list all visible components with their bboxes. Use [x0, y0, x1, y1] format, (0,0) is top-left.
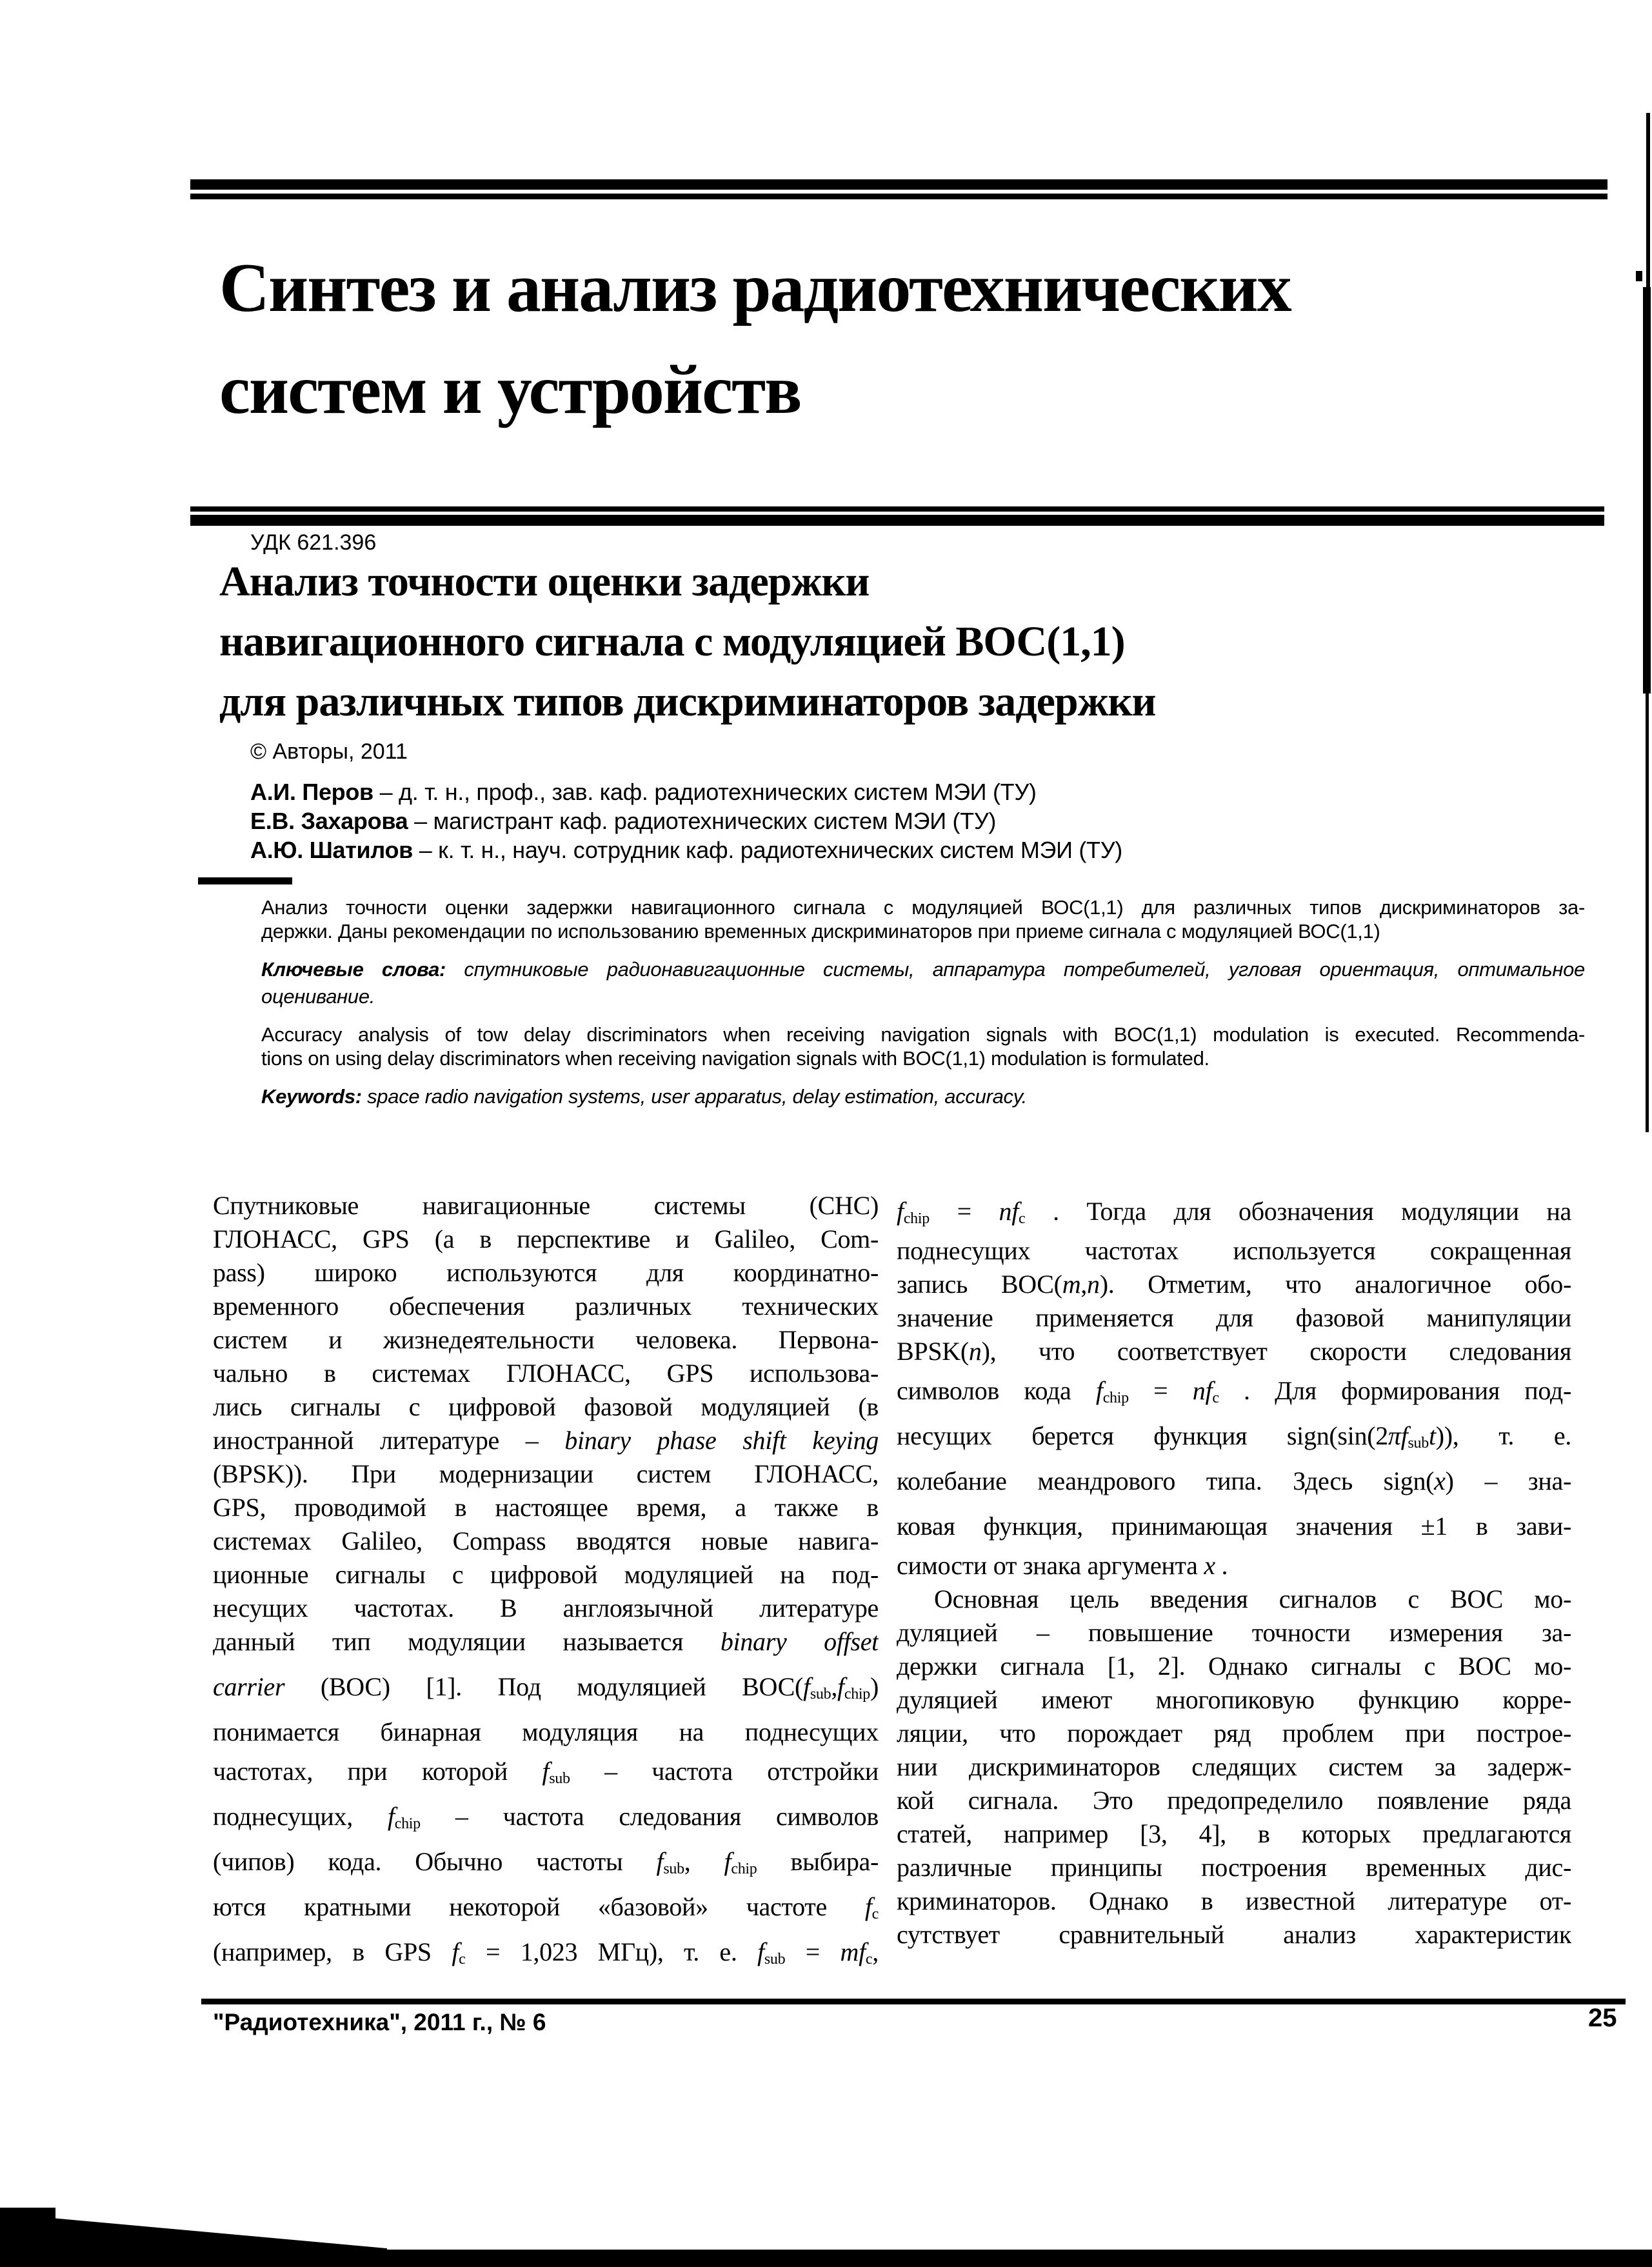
body-column-right [897, 1189, 1571, 1952]
top-double-rule-lower [190, 194, 1607, 199]
keywords-en-text: space radio navigation systems, user apparatus, delay estimation, accuracy. [361, 1085, 1027, 1108]
scan-artifact-right-edge [1643, 287, 1651, 694]
body-text-line: символов кода fchip = nfc . Для формирования под- [897, 1376, 1571, 1407]
body-text-line: колебание меандрового типа. Здесь sign(x) – зна- [897, 1466, 1571, 1495]
keywords-ru-label: Ключевые слова: [261, 958, 446, 981]
body-text-line: иностранной литературе – binary phase shift keying [213, 1426, 879, 1455]
author-affiliation: – д. т. н., проф., зав. каф. радиотехнических систем МЭИ (ТУ) [373, 779, 1037, 805]
section-title [219, 237, 1291, 441]
author-affiliation: – магистрант каф. радиотехнических систем МЭИ (ТУ) [408, 808, 997, 834]
author-row [250, 806, 1579, 835]
section-title-line: Синтез и анализ радиотехнических [219, 250, 1291, 326]
body-text-line: поднесущих частотах используется сокращенная [897, 1236, 1571, 1265]
body-text-line: криминаторов. Однако в известной литературе от- [897, 1886, 1571, 1915]
body-text-line: систем и жизнедеятельности человека. Первона- [213, 1325, 879, 1354]
scan-artifact-right-edge [1646, 113, 1650, 288]
author-affiliation: – к. т. н., науч. сотрудник каф. радиотехнических систем МЭИ (ТУ) [413, 837, 1122, 863]
keywords-en-label: Keywords: [261, 1085, 362, 1108]
body-text-line: (например, в GPS fc = 1,023 МГц), т. е. fsub = mfc, [213, 1937, 879, 1968]
header-rule-thick [190, 515, 1604, 526]
section-title-line: систем и устройств [219, 352, 801, 428]
footer-page-number: 25 [1588, 2004, 1617, 2032]
body-text-line: (BPSK)). При модернизации систем ГЛОНАСС, [213, 1459, 879, 1488]
body-text-line: симости от знака аргумента x . [897, 1551, 1228, 1580]
article-title-line: Анализ точности оценки задержки [219, 558, 870, 605]
body-text-line: ГЛОНАСС, GPS (а в перспективе и Galileo, Com- [213, 1224, 879, 1253]
top-double-rule-upper [190, 179, 1607, 190]
abstract-russian [261, 895, 1585, 943]
body-text-line: ковая функция, принимающая значения ±1 в зави- [897, 1512, 1571, 1541]
body-text-line: ционные сигналы с цифровой модуляцией на под- [213, 1560, 879, 1589]
author-name: А.Ю. Шатилов [250, 837, 413, 863]
body-text-line: GPS, проводимой в настоящее время, а также в [213, 1493, 879, 1522]
scan-artifact-bottom-band [0, 2250, 1652, 2267]
abstract-english [261, 1023, 1585, 1070]
body-text-line: fchip = nfc . Тогда для обозначения модуляции на [897, 1197, 1571, 1228]
body-text-line: сутствует сравнительный анализ характеристик [897, 1920, 1571, 1949]
body-text-line: поднесущих, fchip – частота следования символов [213, 1802, 879, 1833]
author-name: Е.В. Захарова [250, 808, 408, 834]
scan-artifact-mark [1636, 271, 1642, 281]
body-text-line: различные принципы построения временных дис- [897, 1853, 1571, 1882]
abstract-ru-line: Анализ точности оценки задержки навигационного сигнала с модуляцией ВОС(1,1) для различных типов дискриминаторов за- [261, 896, 1585, 919]
body-text-line: Спутниковые навигационные системы (СНС) [213, 1191, 879, 1220]
body-text-line: ляции, что порождает ряд проблем при построе- [897, 1719, 1571, 1748]
scan-artifact-dot [137, 2241, 146, 2250]
keywords-ru-line [261, 956, 1585, 983]
article-title-line: для различных типов дискриминаторов задержки [219, 678, 1156, 725]
udc-label: УДК 621.396 [250, 530, 377, 555]
abstract-ru-line: держки. Даны рекомендации по использованию временных дискриминаторов при приеме сигнала с модуляцией ВОС(1,1) [261, 920, 1380, 943]
body-text-line: значение применяется для фазовой манипуляции [897, 1303, 1571, 1332]
body-text-line: данный тип модуляции называется binary offset [213, 1627, 879, 1656]
body-text-line: частотах, при которой fsub – частота отстройки [213, 1757, 879, 1788]
body-text-line: дуляцией имеют многопиковую функцию корре- [897, 1685, 1571, 1714]
body-text-line: несущих берется функция sign(sin(2πfsubt)), т. е. [897, 1421, 1571, 1452]
body-text-line: pass) широко используются для координатно- [213, 1258, 879, 1287]
body-text-line: нии дискриминаторов следящих систем за задерж- [897, 1752, 1571, 1781]
body-text-line: Основная цель введения сигналов с ВОС мо- [934, 1584, 1571, 1613]
body-text-line: (чипов) кода. Обычно частоты fsub, fchip выбира- [213, 1847, 879, 1878]
keywords-english [261, 1085, 1585, 1108]
body-text-line: дуляцией – повышение точности измерения за- [897, 1618, 1571, 1647]
copyright-line: © Авторы, 2011 [250, 739, 408, 764]
authors-block [250, 777, 1579, 864]
keywords-russian [261, 956, 1585, 1010]
abstract-en-line: Accuracy analysis of tow delay discriminators when receiving navigation signals with BOC(1,1) modulation is executed. Recommenda- [261, 1023, 1585, 1046]
keywords-ru-text: спутниковые радионавигационные системы, аппаратура потребителей, угловая ориентация, оптимальное [446, 958, 1585, 981]
footer-rule [201, 1999, 1626, 2004]
body-text-line: запись ВОС(m,n). Отметим, что аналогичное обо- [897, 1270, 1571, 1299]
body-column-left [213, 1189, 879, 1975]
author-name: А.И. Перов [250, 779, 373, 805]
body-text-line: статей, например [3, 4], в которых предлагаются [897, 1819, 1571, 1848]
header-rule-thin [190, 506, 1604, 512]
body-text-line: понимается бинарная модуляция на поднесущих [213, 1717, 879, 1746]
article-title [219, 552, 1156, 732]
article-title-line: навигационного сигнала с модуляцией ВОС(1,1) [219, 618, 1125, 665]
footer-journal: "Радиотехника", 2011 г., № 6 [213, 2009, 546, 2035]
body-text-line: держки сигнала [1, 2]. Однако сигналы с ВОС мо- [897, 1652, 1571, 1681]
body-text-line: временного обеспечения различных технических [213, 1292, 879, 1321]
body-text-line: лись сигналы с цифровой фазовой модуляцией (в [213, 1392, 879, 1421]
abstract-divider-rule [198, 877, 292, 884]
keywords-ru-line: оценивание. [261, 985, 375, 1008]
body-text-line: кой сигнала. Это предопределило появление ряда [897, 1786, 1571, 1815]
body-text-line: carrier (ВОС) [1]. Под модуляцией ВОС(fsub,fchip) [213, 1672, 879, 1703]
body-text-line: системах Galileo, Compass вводятся новые навига- [213, 1526, 879, 1555]
abstract-en-line: tions on using delay discriminators when receiving navigation signals with BOC(1,1) modulation is formulated. [261, 1047, 1209, 1070]
body-text-line: чально в системах ГЛОНАСС, GPS использова- [213, 1359, 879, 1388]
author-row [250, 777, 1579, 806]
body-text-line: несущих частотах. В англоязычной литературе [213, 1593, 879, 1623]
scan-artifact-right-edge [1646, 692, 1649, 1132]
body-text-line: ются кратными некоторой «базовой» частоте fc [213, 1892, 879, 1923]
body-text-line: BPSK(n), что соответствует скорости следования [897, 1337, 1571, 1366]
author-row [250, 835, 1579, 864]
